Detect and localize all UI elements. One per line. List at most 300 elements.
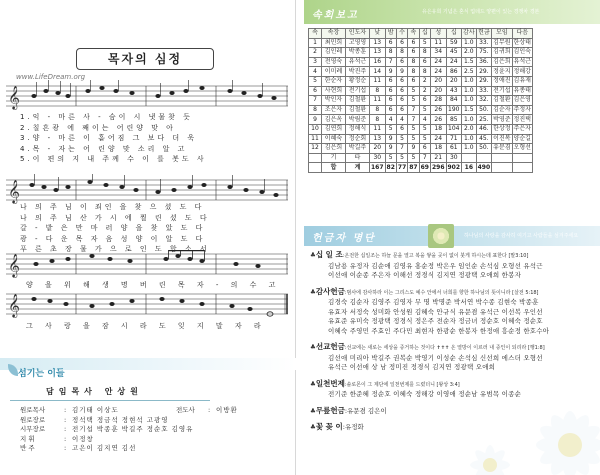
table-cell: 주은자 [513, 125, 531, 133]
table-cell: 오형선 [513, 144, 531, 152]
donation-title: 선교헌금 [315, 342, 345, 351]
table-row [309, 67, 533, 77]
service-row: 반 주 : 고은이 김지연 김선 [20, 444, 137, 452]
table-cell: 1.0 [462, 76, 477, 86]
donations-band-note: 하나님의 사랑을 감사히 여기고 사람들을 섬겨주세요 [464, 233, 579, 239]
service-row: 시무장로 : 전기섭 박종훈 박길주 정순호 김영유 [20, 425, 194, 433]
table-cell: 유석근 [513, 58, 531, 66]
table-cell: 김순자 [493, 106, 511, 114]
table-cell: 8 [419, 48, 430, 58]
table-cell: 6 [419, 144, 430, 154]
table-cell: 박림준 [346, 115, 370, 125]
table-cell: 20 [430, 86, 446, 96]
table-cell: 33. [476, 86, 492, 96]
table-cell: 6 [396, 124, 407, 134]
service-staff-list [20, 406, 290, 454]
chorus-line: 푸 른 초 장 물 가 으 로 인 도 합 소 서 [20, 245, 210, 253]
donation-heading [310, 342, 596, 354]
table-cell: 1 [309, 38, 322, 48]
table-cell: 김은옥 [322, 115, 346, 125]
donation-note: :온전한 십일조는 하늘 문을 열고 복을 쌓을 곳이 없이 붓게 하시는데 표한다 [말3:10] [342, 253, 529, 259]
table-cell: 8 [370, 105, 386, 115]
chorus-lyrics [20, 202, 282, 255]
table-cell: 1.0 [462, 134, 477, 144]
donor-names: 유효자 서정숙 성미화 안성원 김혜숙 안규식 유문겸 유석근 이선복 우인선 [328, 307, 543, 316]
table-cell: 167 [371, 163, 384, 171]
donor-names: 유효준 유미숙 정광택 정경식 정은주 전순자 정금녀 정순호 이혜숙 정순호 [328, 317, 543, 325]
offering-band-title: 속회보고 [312, 10, 359, 21]
table-row [309, 105, 533, 115]
table-cell: 24 [430, 67, 446, 77]
service-value: 이정창 [72, 434, 94, 443]
service-label: 지 휘 [20, 434, 35, 443]
table-cell: 902 [447, 163, 461, 171]
table-cell: 9 [385, 134, 396, 144]
table-cell: 9 [396, 67, 407, 77]
table-cell: 32. [476, 96, 492, 106]
table-cell: 43 [446, 86, 462, 96]
donation-heading [310, 379, 596, 391]
table-cell: 13 [370, 48, 386, 58]
table-cell: 6 [385, 86, 396, 96]
table-cell: 45 [446, 48, 462, 58]
table-cell: 30 [446, 153, 462, 163]
table-cell: 6 [385, 96, 396, 106]
music-staff-4 [6, 290, 288, 320]
donation-section [310, 379, 596, 400]
table-cell: 4 [419, 115, 430, 125]
table-cell: 주정자 [513, 106, 531, 114]
table-cell: 11 [370, 76, 386, 86]
end-lyric-line-2: 그 사 랑 을 잠 시 라 도 잊 지 말 자 라 [26, 322, 266, 330]
table-cell: 6 [419, 57, 430, 67]
table-cell: 9 [309, 115, 322, 125]
donation-note: :솔로몬이 그 제단에 일천번제를 드렸더니 [왕상 3:4] [344, 381, 460, 388]
table-cell: 김철환 [493, 96, 511, 104]
table-cell: 전기섭 [493, 86, 511, 94]
service-row: 원로장로 : 정석택 정금석 정현석 고광영 [20, 415, 169, 424]
table-cell [512, 163, 532, 173]
chorus-line: 광 - 다 운 목 자 음 성 양 이 알 도 다 [20, 234, 206, 243]
table-cell: 정윤지 [493, 67, 511, 75]
table-cell: 18 [430, 144, 446, 154]
table-cell: 1.0 [462, 86, 477, 96]
table-cell: 5 [408, 134, 419, 144]
table-cell: 84 [446, 96, 462, 106]
table-cell: 정진택 [513, 115, 531, 123]
table-cell: 5 [385, 124, 396, 134]
table-cell: 14 [370, 67, 386, 77]
senior-pastor: 담임목사 안상원 [46, 387, 143, 396]
table-cell: 5 [419, 134, 430, 144]
donor-names: 전기준 한준혜 정순호 이혜숙 정해강 이영애 정순남 유범목 이종순 [328, 390, 522, 398]
table-cell: 김귀희 [493, 48, 511, 56]
table-cell: 6 [396, 57, 407, 67]
table-cell: 5 [419, 105, 430, 115]
donation-heading [310, 250, 596, 262]
table-cell: 전기섭 [346, 86, 370, 96]
table-cell: 75. [476, 48, 492, 58]
chorus-line: 나 의 주 님 산 가 시 에 찔 린 셨 도 다 [20, 213, 210, 222]
clover-icon: ♣ [310, 379, 316, 388]
table-cell: 고영영 [346, 38, 370, 48]
table-cell: 6 [385, 76, 396, 86]
column-header: 속 [309, 29, 322, 39]
svg-text:𝄞: 𝄞 [8, 85, 20, 109]
table-cell: 기 [322, 153, 346, 163]
table-cell: 82 [386, 163, 395, 171]
donations-band-title: 헌금자 명단 [312, 233, 376, 244]
donor-names: 이혜숙 주영민 주효인 주다민 최현자 한광순 한봉자 한정애 흥순정 한호수아 [328, 326, 550, 335]
table-cell: 59 [446, 38, 462, 48]
table-cell: 7 [309, 96, 322, 106]
donation-heading [310, 406, 596, 417]
table-cell: 13 [370, 134, 386, 144]
table-row [309, 38, 533, 48]
end-lyric-line-1: 양 을 위 해 생 명 버 린 목 자 - 의 수 고 [26, 281, 281, 289]
table-cell: 20 [370, 144, 386, 154]
verse-line: 4.목 - 자는 어 린양 맞 소리 알 고 [20, 144, 188, 153]
table-cell: 김은희 [322, 144, 346, 154]
svg-text:𝄞: 𝄞 [8, 253, 20, 277]
table-cell: 18 [430, 124, 446, 134]
table-cell: 2.5 [462, 67, 477, 77]
music-staff-1 [6, 80, 288, 110]
table-cell: 김인숙 [513, 48, 531, 56]
table-cell: 1.0 [462, 144, 477, 154]
table-row [309, 115, 533, 125]
table-cell: 2.0 [462, 124, 477, 134]
table-cell: 24 [430, 134, 446, 144]
donation-title: 꽃 꽂 이 [315, 422, 343, 431]
table-cell: 8 [370, 86, 386, 96]
table-cell: 9 [408, 144, 419, 154]
table-cell: 61 [446, 144, 462, 154]
column-header: 성 [430, 29, 446, 39]
table-cell: 6 [396, 76, 407, 86]
table-cell: 85 [446, 115, 462, 125]
table-cell: 2 [419, 86, 430, 96]
donation-note: :유문겸 김은이 [344, 406, 387, 415]
table-cell: 34 [430, 48, 446, 58]
donation-section [310, 287, 596, 337]
table-cell: 21 [430, 153, 446, 163]
table-cell: 9 [385, 67, 396, 77]
table-cell [476, 153, 492, 163]
table-cell: 8 [419, 67, 430, 77]
table-row [309, 57, 533, 67]
right-page [304, 0, 600, 475]
table-cell: 김철환 [346, 105, 370, 115]
table-cell: 26 [430, 115, 446, 125]
table-cell: 13 [370, 38, 386, 48]
table-cell: 1.0 [462, 96, 477, 106]
table-row [309, 48, 533, 58]
table-cell: 정순회 [346, 134, 370, 144]
table-cell: 조은자 [322, 105, 346, 115]
table-total-row [309, 163, 533, 173]
table-cell: 김연희 [322, 124, 346, 134]
donor-names: 김남용 유정자 김순애 김영유 홍순정 박은우 임인순 손석심 오형선 유석근 [328, 261, 543, 270]
music-staff-3 [6, 250, 288, 280]
table-cell: 87 [409, 163, 418, 171]
column-header: 모임 [492, 29, 512, 39]
table-cell: 김철환 [346, 96, 370, 106]
table-cell: 16 [370, 57, 386, 67]
donation-section [310, 422, 596, 433]
table-cell: 16 [462, 163, 477, 173]
table-cell: 정해강 [513, 67, 531, 75]
table-row [309, 124, 533, 134]
column-header: 밤 [385, 29, 396, 39]
donation-section [310, 250, 596, 281]
table-cell: 유종태 [513, 86, 531, 94]
table-cell: 50. [476, 144, 492, 154]
donor-names: 유석근 이선애 상 남 정미진 정경식 김지연 정광택 오애희 [328, 363, 496, 371]
left-page [0, 0, 296, 475]
column-header: 다음 [512, 29, 532, 39]
table-cell: 190 [446, 105, 462, 115]
donation-section [310, 406, 596, 417]
table-cell: 4 [396, 115, 407, 125]
table-cell: 8 [408, 67, 419, 77]
table-cell: 1.5 [462, 105, 477, 115]
table-row [309, 144, 533, 154]
table-cell: 8 [309, 105, 322, 115]
table-cell: 46. [476, 124, 492, 134]
service-label: 반 주 [20, 444, 35, 452]
column-header: 속 [408, 29, 419, 39]
table-cell: 김은영 [513, 96, 531, 104]
table-cell: 25. [476, 115, 492, 125]
table-cell: 1.0 [462, 115, 477, 125]
divider [10, 400, 210, 401]
service-value: 정석택 정금석 정현석 고광영 [72, 415, 169, 424]
table-cell: 50. [476, 105, 492, 115]
table-cell: 24 [446, 57, 462, 67]
table-cell: 전영숙 [322, 57, 346, 67]
table-cell: 김무원 [493, 38, 511, 46]
table-cell [492, 153, 512, 163]
service-label: 시무장로 [20, 425, 46, 433]
donation-title: 일천번제 [315, 378, 345, 388]
site-url: www.LifeDream.org [16, 73, 86, 81]
service-row: 지 휘 : 이정창 [20, 434, 94, 443]
table-cell: 6 [396, 38, 407, 48]
table-cell: 박길주 [346, 144, 370, 154]
verse-line: 1.익 - 마른 사 - 슴이 시 냇물찾 듯 [20, 113, 193, 121]
offering-band-note: 유은유희 기념은 혼식 업데드 양편이 있는 경쟁차 경본 [422, 9, 540, 15]
table-cell: 6 [309, 86, 322, 96]
service-label: 원로목사 [20, 406, 46, 414]
table-cell: 28 [430, 96, 446, 106]
table-cell: 5 [309, 76, 322, 86]
table-cell: 8 [396, 48, 407, 58]
table-cell: 5 [408, 86, 419, 96]
table-cell: 7 [396, 144, 407, 154]
service-row: 원로목사 : 김기태 이상도 전도사 : 이방환 [20, 406, 238, 414]
service-value: 전기섭 박종훈 박길주 정순호 김영유 [72, 425, 194, 433]
verse-line: 5.이 편의 지 내 주께 수 이 를 봇도 사 [20, 155, 207, 163]
table-cell: 박진주 [346, 67, 370, 77]
table-cell: 5 [408, 96, 419, 106]
table-cell: 45. [476, 134, 492, 144]
song-title-box [76, 48, 214, 70]
table-cell: 5 [396, 153, 407, 163]
table-cell: 11 [430, 38, 446, 48]
table-cell: 6 [408, 38, 419, 48]
table-cell: 4 [309, 67, 322, 77]
table-cell: 5 [408, 153, 419, 163]
table-cell [462, 153, 477, 163]
table-cell: 11 [370, 96, 386, 106]
donation-title: 감사헌금 [315, 286, 345, 296]
column-header: 속장 [322, 29, 346, 39]
table-cell: 6 [408, 48, 419, 58]
table-cell: 10 [309, 124, 322, 134]
table-cell: 1.5 [462, 57, 477, 67]
donation-title: 십 일 조 [315, 250, 343, 259]
table-cell: 3 [309, 57, 322, 67]
table-cell [512, 153, 532, 163]
chorus-line: 갈 - 밭 은 만 마 러 양 을 찾 았 도 다 [20, 224, 206, 232]
table-cell: 29. [476, 76, 492, 86]
column-header: 인도자 [346, 29, 370, 39]
flower-thumbnail [428, 224, 454, 248]
table-cell: 7 [408, 105, 419, 115]
verse-line: 2.칠흔광 에 째이는 어린양 맞 아 [20, 123, 176, 132]
table-cell [309, 153, 322, 163]
table-cell: 4 [385, 115, 396, 125]
table-cell: 24 [430, 57, 446, 67]
table-cell: 7 [419, 153, 430, 163]
table-cell: 7 [385, 57, 396, 67]
table-row [309, 86, 533, 96]
table-cell: 5 [396, 134, 407, 144]
table-cell: 5 [408, 124, 419, 134]
table-cell: 합 [322, 163, 346, 173]
donation-note: :유정화 [342, 423, 364, 431]
donor-names: 김경숙 김순자 김영주 김영자 무 명 박명준 박서연 박수종 김현숙 박종훈 [328, 298, 539, 306]
donor-names: 김선애 미리아 박길주 권복순 박영기 이성순 손석심 신선희 에스더 오형선 [328, 353, 543, 362]
svg-text:𝄞: 𝄞 [8, 293, 20, 317]
svg-text:𝄞: 𝄞 [8, 179, 20, 203]
clover-icon: ♣ [310, 343, 316, 351]
column-header: 낮 [370, 29, 386, 39]
donations-list [310, 250, 596, 439]
table-row [309, 76, 533, 86]
clover-icon: ♣ [310, 251, 316, 259]
table-cell: 5 [419, 38, 430, 48]
donation-heading [310, 422, 596, 433]
music-staff-2 [6, 174, 288, 204]
donation-section [310, 342, 596, 373]
column-header: 십 [446, 29, 462, 39]
donation-note: :선교에는 새로는 세상을 증거하는 것이다 ✝✝✝ 온 열방이 이르러 내 증인이 되리라 [행1:8] [344, 345, 545, 351]
table-cell: 12 [309, 144, 322, 154]
table-cell: 6 [396, 96, 407, 106]
table-cell: 5 [419, 124, 430, 134]
table-cell: 이진복 [493, 134, 511, 142]
donor-names: 이선애 이순종 주은자 이해선 정경식 김지연 정광택 오애희 한봉자 [328, 271, 522, 279]
table-cell: 8 [408, 57, 419, 67]
table-cell: 6 [408, 76, 419, 86]
table-cell: 86 [446, 67, 462, 77]
table-row [309, 134, 533, 144]
table-cell: 한순자 [322, 76, 346, 86]
service-label: 원로장로 [20, 415, 46, 424]
song-title: 목자의 심정 [107, 52, 183, 66]
table-cell: 사현희 [322, 86, 346, 96]
table-cell: 104 [446, 124, 462, 134]
clover-icon: ♣ [310, 406, 316, 415]
service-value: 고은이 김지연 김선 [72, 444, 137, 452]
table-cell: 296 [431, 163, 445, 171]
table-cell: 8 [385, 48, 396, 58]
service-value: 김기태 이상도 [72, 406, 119, 414]
table-cell: 한상태 [513, 38, 531, 46]
table-cell: 정해식 [346, 124, 370, 134]
table-cell: 6 [396, 86, 407, 96]
table-cell: 20 [446, 76, 462, 86]
table-cell: 29. [476, 67, 492, 77]
table-cell: 최민희 [322, 38, 346, 48]
table-cell: 33. [476, 38, 492, 48]
chorus-line: 나 의 주 님 이 죄인 을 찾 으 셨 도 다 [20, 203, 205, 211]
table-cell [492, 163, 512, 173]
table-cell: 2 [309, 48, 322, 58]
table-cell: 71 [446, 134, 462, 144]
table-cell: 69 [420, 163, 429, 171]
column-header: 헌금 [478, 29, 490, 37]
table-cell: 9 [385, 144, 396, 154]
table-cell: 11 [370, 124, 386, 134]
service-header: 섬기는 이들 [18, 369, 65, 379]
verse-line: 3.양 - 마른 이 흩어짐 그 보다 더 욱 [20, 134, 198, 142]
table-cell: 한상정 [493, 125, 511, 133]
table-row [309, 96, 533, 106]
column-header: 감사 [463, 29, 475, 37]
table-cell: 김유재 [513, 77, 531, 85]
table-cell: 타 [346, 153, 370, 163]
table-row [309, 153, 533, 163]
table-cell: 2.0 [462, 48, 477, 58]
column-header: 십 [419, 29, 430, 39]
table-cell: 6 [385, 38, 396, 48]
table-cell: 박종훈 [346, 48, 370, 58]
table-cell: 26 [430, 105, 446, 115]
table-header-row [309, 29, 533, 39]
table-cell: 5 [385, 153, 396, 163]
table-cell: 30 [370, 153, 386, 163]
table-cell: 6 [419, 96, 430, 106]
table-cell: 황정순 [346, 76, 370, 86]
table-cell: 김은희 [493, 58, 511, 66]
table-cell: 20 [430, 76, 446, 86]
clover-icon: ♣ [310, 423, 316, 431]
service-value: 이방환 [216, 406, 238, 414]
verse-lyrics [20, 112, 282, 165]
table-cell: 7 [408, 115, 419, 125]
table-cell: 이미례 [322, 67, 346, 77]
table-cell: 1.0 [462, 38, 477, 48]
table-cell: 2 [419, 76, 430, 86]
table-cell: 박인자 [322, 96, 346, 106]
offering-table [308, 28, 533, 173]
table-cell: 6 [385, 105, 396, 115]
table-cell: 이혜숙 [322, 134, 346, 144]
table-cell: 36. [476, 57, 492, 67]
